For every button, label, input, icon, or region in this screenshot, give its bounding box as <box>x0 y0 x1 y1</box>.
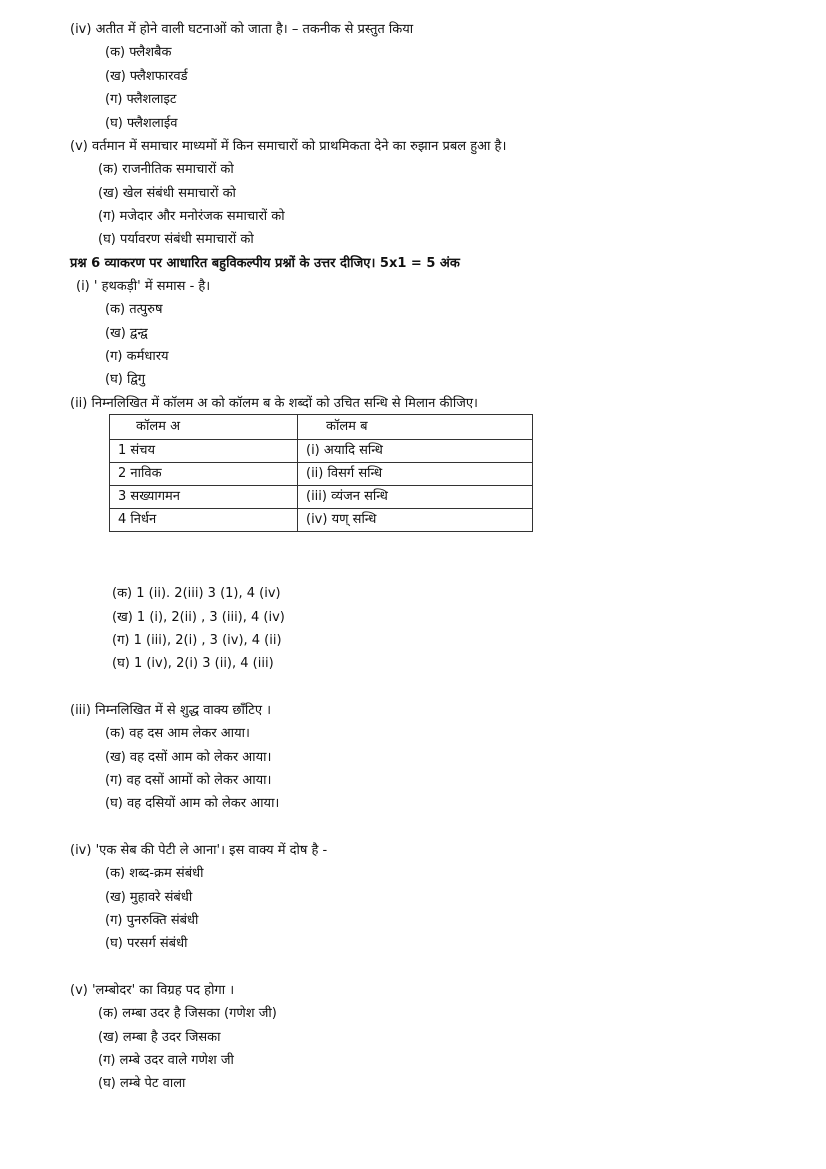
table-cell-b: (iv) यण् सन्धि <box>298 509 533 532</box>
table-row <box>110 463 533 486</box>
option-ga: (ग) फ्लैशलाइट <box>105 92 177 107</box>
option-ga: (ग) लम्बे उदर वाले गणेश जी <box>98 1053 234 1068</box>
option-kha: (ख) लम्बा है उदर जिसका <box>98 1030 221 1045</box>
option-ka: (क) 1 (ii). 2(iii) 3 (1), 4 (iv) <box>112 586 281 601</box>
option-kha: (ख) वह दसों आम को लेकर आया। <box>105 750 272 765</box>
option-ka: (क) फ्लैशबैक <box>105 45 172 60</box>
table-cell-a: 2 नाविक <box>110 463 298 486</box>
question-6-v-text: (v) 'लम्बोदर' का विग्रह पद होगा । <box>70 983 235 998</box>
option-ga: (ग) मजेदार और मनोरंजक समाचारों को <box>98 209 285 224</box>
table-row <box>110 486 533 509</box>
table-cell-a: 4 निर्धन <box>110 509 298 532</box>
table-cell-a: 1 संचय <box>110 440 298 463</box>
option-gha: (घ) पर्यावरण संबंधी समाचारों को <box>98 232 254 247</box>
option-kha: (ख) मुहावरे संबंधी <box>105 890 193 905</box>
section-6-heading: प्रश्न 6 व्याकरण पर आधारित बहुविकल्पीय प्रश्नों के उत्तर दीजिए। 5x1 = 5 अंक <box>70 256 460 271</box>
matching-table <box>109 414 533 532</box>
option-kha: (ख) 1 (i), 2(ii) , 3 (iii), 4 (iv) <box>112 610 285 625</box>
question-iv-text: (iv) अतीत में होने वाली घटनाओं को जाता है। – तकनीक से प्रस्तुत किया <box>70 22 414 37</box>
table-row <box>110 440 533 463</box>
column-a-header: कॉलम अ <box>110 415 298 440</box>
question-6-iii-text: (iii) निम्नलिखित में से शुद्ध वाक्य छाँटिए । <box>70 703 272 718</box>
option-gha: (घ) फ्लैशलाईव <box>105 116 178 131</box>
option-gha: (घ) द्विगु <box>105 372 146 387</box>
option-gha: (घ) लम्बे पेट वाला <box>98 1076 186 1091</box>
option-kha: (ख) फ्लैशफारवर्ड <box>105 69 188 84</box>
option-gha: (घ) वह दसियों आम को लेकर आया। <box>105 796 280 811</box>
option-ga: (ग) कर्मधारय <box>105 349 169 364</box>
table-cell-b: (i) अयादि सन्धि <box>298 440 533 463</box>
option-ka: (क) राजनीतिक समाचारों को <box>98 162 234 177</box>
option-gha: (घ) परसर्ग संबंधी <box>105 936 188 951</box>
table-cell-b: (ii) विसर्ग सन्धि <box>298 463 533 486</box>
option-ka: (क) शब्द-क्रम संबंधी <box>105 866 204 881</box>
column-b-header: कॉलम ब <box>298 415 533 440</box>
table-row <box>110 509 533 532</box>
option-gha: (घ) 1 (iv), 2(i) 3 (ii), 4 (iii) <box>112 656 274 671</box>
table-header-row <box>110 415 533 440</box>
option-kha: (ख) खेल संबंधी समाचारों को <box>98 186 236 201</box>
question-6-ii-text: (ii) निम्नलिखित में कॉलम अ को कॉलम ब के शब्दों को उचित सन्धि से मिलान कीजिए। <box>70 396 478 411</box>
question-6-i-text: (i) ' हथकड़ी' में समास - है। <box>76 279 211 294</box>
option-ka: (क) लम्बा उदर है जिसका (गणेश जी) <box>98 1006 277 1021</box>
question-v-text: (v) वर्तमान में समाचार माध्यमों में किन समाचारों को प्राथमिकता देने का रुझान प्रबल हुआ है। <box>70 139 507 154</box>
table-cell-b: (iii) व्यंजन सन्धि <box>298 486 533 509</box>
option-ga: (ग) पुनरुक्ति संबंधी <box>105 913 199 928</box>
option-ka: (क) वह दस आम लेकर आया। <box>105 726 250 741</box>
option-ka: (क) तत्पुरुष <box>105 302 163 317</box>
table-cell-a: 3 सख्यागमन <box>110 486 298 509</box>
option-ga: (ग) 1 (iii), 2(i) , 3 (iv), 4 (ii) <box>112 633 282 648</box>
option-kha: (ख) द्वन्द्व <box>105 326 148 341</box>
option-ga: (ग) वह दसों आमों को लेकर आया। <box>105 773 272 788</box>
question-6-iv-text: (iv) 'एक सेब की पेटी ले आना'। इस वाक्य में दोष है - <box>70 843 328 858</box>
